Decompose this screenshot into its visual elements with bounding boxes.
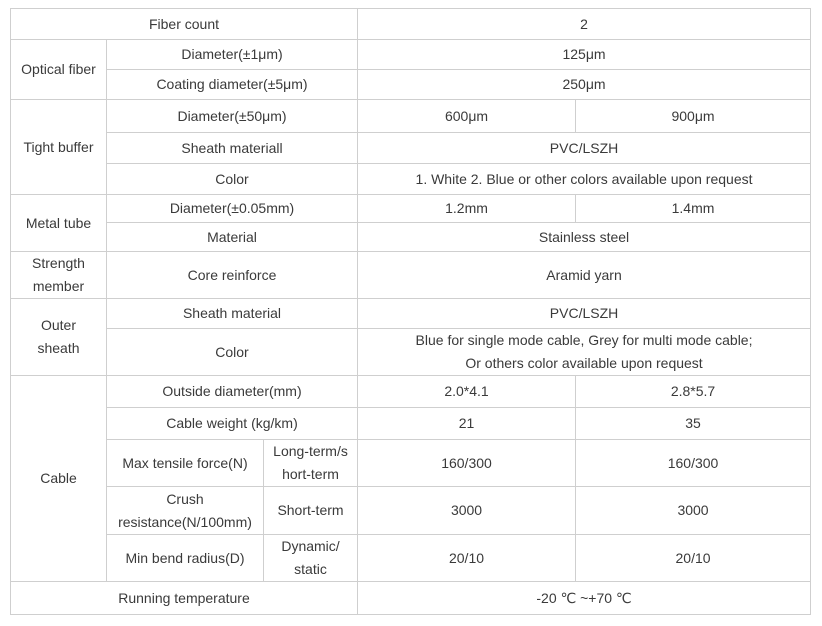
outer-sheath-material-value: PVC/LSZH (358, 299, 811, 329)
core-reinforce-label: Core reinforce (107, 252, 358, 299)
tight-buffer-color-label: Color (107, 164, 358, 195)
table-row (11, 299, 811, 329)
tensile-force-term (264, 440, 358, 487)
outer-sheath-color-line1: Blue for single mode cable, Grey for multi mode cable; (415, 332, 753, 348)
table-row (11, 440, 811, 487)
fiber-count-label: Fiber count (11, 9, 358, 40)
tensile-force-term-line1: Long-term/s (273, 443, 348, 459)
tight-buffer-group: Tight buffer (11, 100, 107, 195)
outside-diameter-value-2: 2.8*5.7 (576, 376, 811, 408)
table-row (11, 376, 811, 408)
cable-weight-value-1: 21 (358, 408, 576, 440)
outer-sheath-color-label: Color (107, 329, 358, 376)
tight-buffer-color-value: 1. White 2. Blue or other colors available upon request (358, 164, 811, 195)
tight-buffer-sheath-label: Sheath materiall (107, 133, 358, 164)
bend-radius-term-line1: Dynamic/ (281, 538, 340, 554)
table-row (11, 329, 811, 376)
crush-resistance-term: Short-term (264, 487, 358, 535)
tensile-force-value-2: 160/300 (576, 440, 811, 487)
outside-diameter-value-1: 2.0*4.1 (358, 376, 576, 408)
tensile-force-label: Max tensile force(N) (107, 440, 264, 487)
bend-radius-term-line2: static (294, 561, 327, 577)
metal-tube-material-value: Stainless steel (358, 223, 811, 252)
crush-resistance-label-line2: resistance(N/100mm) (118, 513, 252, 530)
outer-sheath-group (11, 299, 107, 376)
outer-sheath-color-line2: Or others color available upon request (465, 355, 703, 371)
coating-diameter-value: 250μm (358, 70, 811, 100)
metal-tube-diameter-value-2: 1.4mm (576, 195, 811, 223)
metal-tube-material-label: Material (107, 223, 358, 252)
optical-fiber-diameter-value: 125μm (358, 40, 811, 70)
strength-member-group (11, 252, 107, 299)
table-row (11, 535, 811, 582)
table-row (11, 195, 811, 223)
table-row (11, 252, 811, 299)
tight-buffer-diameter-value-1: 600μm (358, 100, 576, 133)
crush-resistance-value-1: 3000 (358, 487, 576, 535)
outer-sheath-group-line2: sheath (37, 340, 80, 356)
bend-radius-term (264, 535, 358, 582)
optical-fiber-diameter-label: Diameter(±1μm) (107, 40, 358, 70)
table-row (11, 100, 811, 133)
tensile-force-value-1: 160/300 (358, 440, 576, 487)
outer-sheath-group-line1: Outer (40, 317, 76, 333)
core-reinforce-value: Aramid yarn (358, 252, 811, 299)
crush-resistance-value-2: 3000 (576, 487, 811, 535)
table-row (11, 582, 811, 615)
optical-fiber-group: Optical fiber (11, 40, 107, 100)
table-row (11, 223, 811, 252)
fiber-count-value: 2 (358, 9, 811, 40)
running-temperature-label: Running temperature (11, 582, 358, 615)
metal-tube-diameter-label: Diameter(±0.05mm) (107, 195, 358, 223)
outer-sheath-color-value (358, 329, 811, 376)
strength-member-group-line2: member (32, 278, 85, 294)
table-row (11, 164, 811, 195)
tight-buffer-diameter-value-2: 900μm (576, 100, 811, 133)
table-row (11, 133, 811, 164)
metal-tube-group: Metal tube (11, 195, 107, 252)
coating-diameter-label: Coating diameter(±5μm) (107, 70, 358, 100)
table-row (11, 408, 811, 440)
crush-resistance-label (107, 487, 264, 535)
table-row (11, 70, 811, 100)
metal-tube-diameter-value-1: 1.2mm (358, 195, 576, 223)
cable-group: Cable (11, 376, 107, 582)
tight-buffer-diameter-label: Diameter(±50μm) (107, 100, 358, 133)
table-row (11, 9, 811, 40)
running-temperature-value: -20 ℃ ~+70 ℃ (358, 582, 811, 615)
bend-radius-label: Min bend radius(D) (107, 535, 264, 582)
tight-buffer-sheath-value: PVC/LSZH (358, 133, 811, 164)
crush-resistance-label-line1: Crush (166, 490, 204, 507)
outside-diameter-label: Outside diameter(mm) (107, 376, 358, 408)
cable-weight-value-2: 35 (576, 408, 811, 440)
table-row (11, 487, 811, 535)
cable-weight-label: Cable weight (kg/km) (107, 408, 358, 440)
tensile-force-term-line2: hort-term (282, 466, 339, 482)
bend-radius-value-2: 20/10 (576, 535, 811, 582)
spec-table (10, 8, 811, 615)
bend-radius-value-1: 20/10 (358, 535, 576, 582)
outer-sheath-material-label: Sheath material (107, 299, 358, 329)
table-row (11, 40, 811, 70)
strength-member-group-line1: Strength (32, 255, 85, 271)
